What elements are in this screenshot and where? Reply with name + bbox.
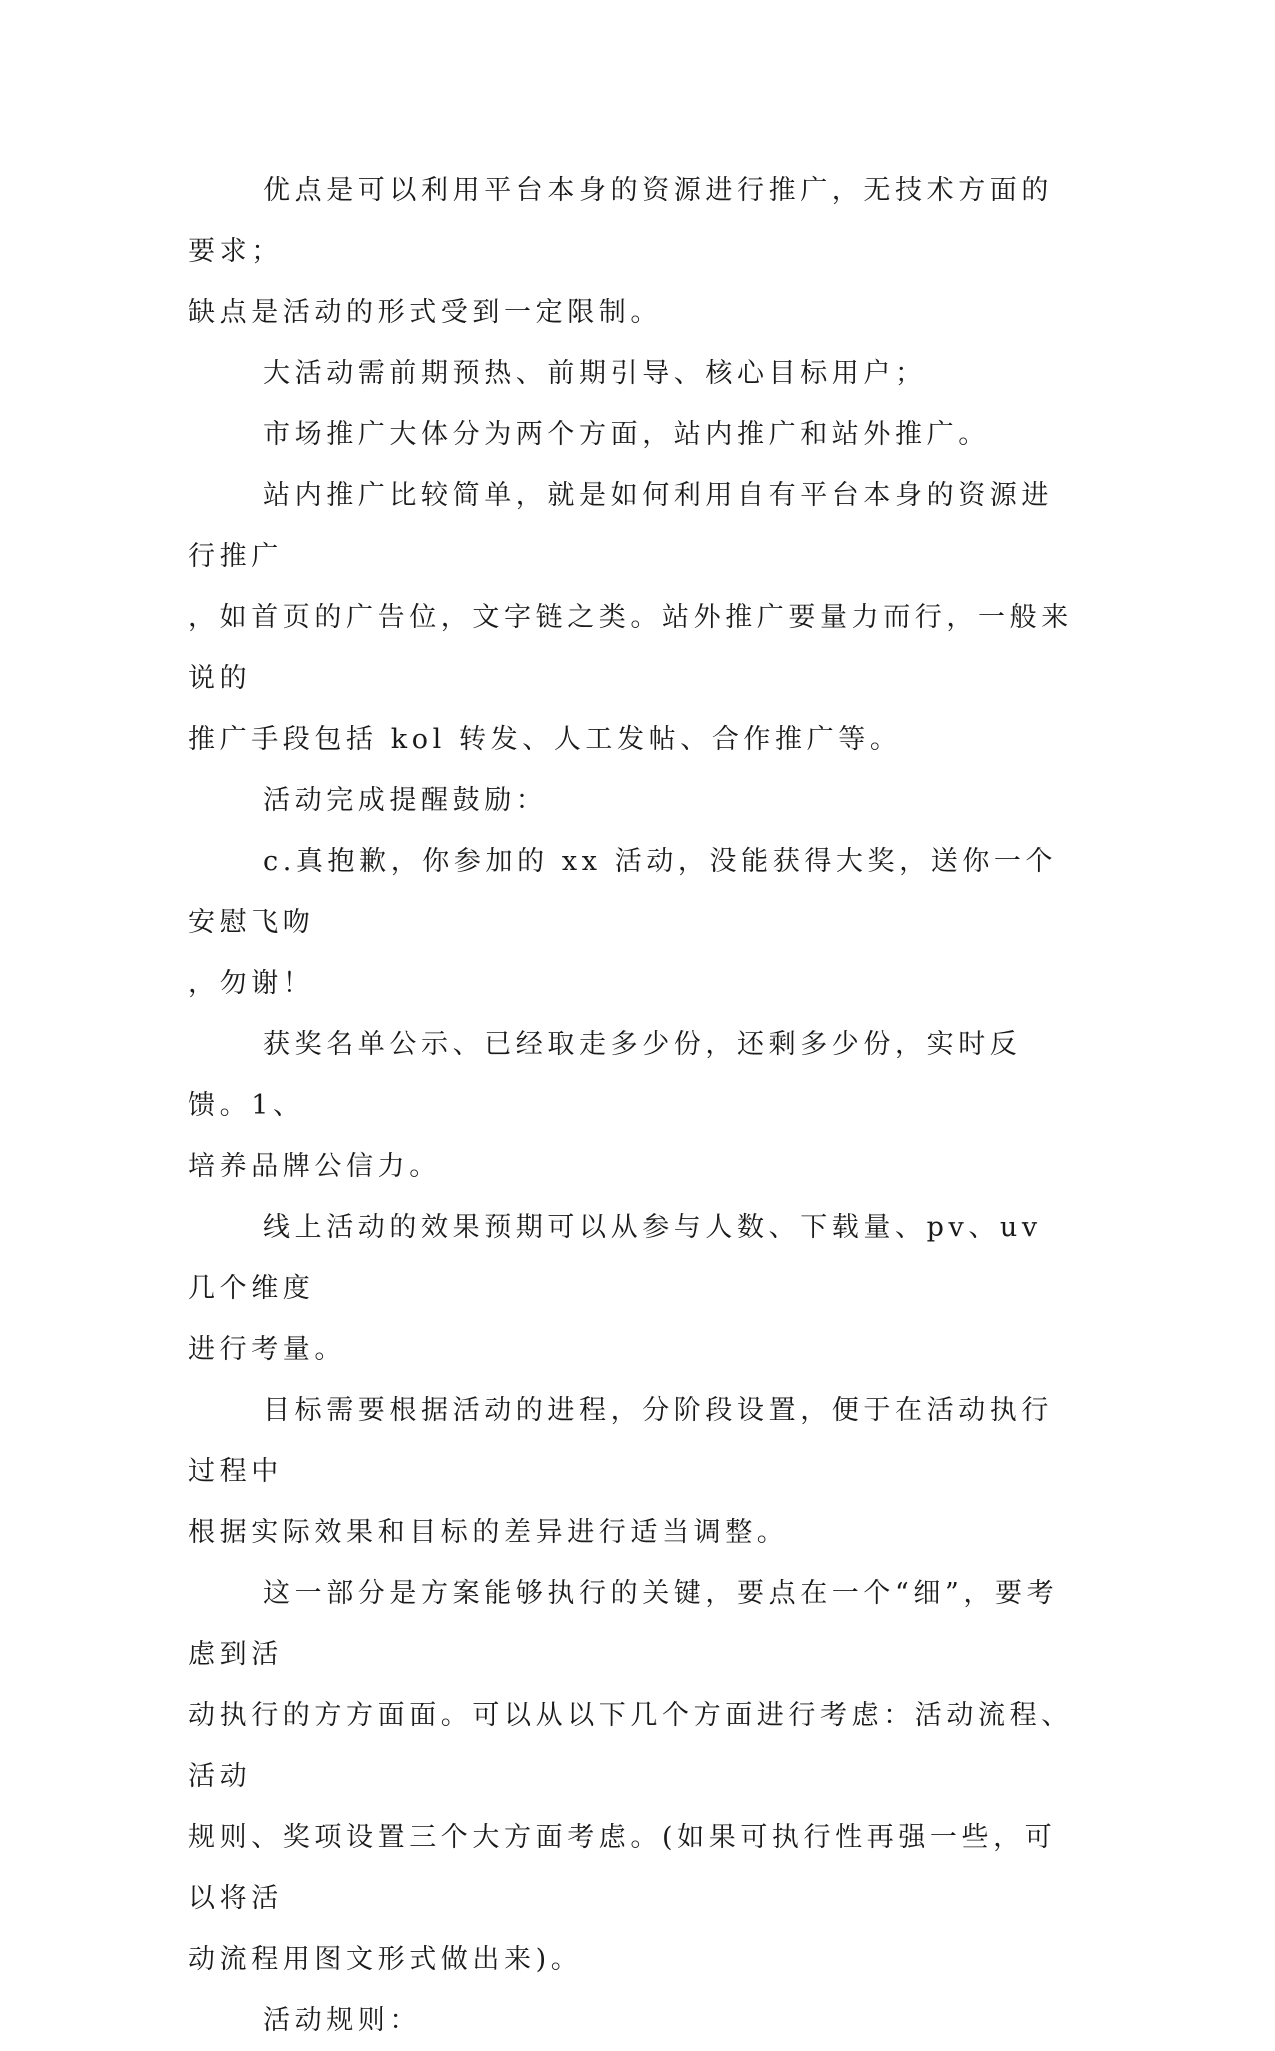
paragraph-onsite-offsite: 站内推广比较简单，就是如何利用自有平台本身的资源进行推广 ，如首页的广告位，文字链之类。站外推广要量力而行，一般来说的 推广手段包括 kol 转发、人工发帖、合作推广等。 xyxy=(188,480,1073,755)
document-body xyxy=(188,160,1080,2051)
paragraph-winner-list: 获奖名单公示、已经取走多少份，还剩多少份，实时反馈。1、 培养品牌公信力。 xyxy=(188,1029,1022,1182)
paragraph-completion-reminder: 活动完成提醒鼓励： xyxy=(263,785,548,816)
paragraph-rules-heading: 活动规则： xyxy=(263,2005,421,2036)
paragraph-execution-key: 这一部分是方案能够执行的关键，要点在一个“细”，要考虑到活 动执行的方方面面。可以从以下几个方面进行考虑：活动流程、活动 规则、奖项设置三个大方面考虑。(如果可执行性再强一些，可以将活 动流程用图文形式做出来)。 xyxy=(188,1578,1073,1975)
paragraph-goal-stages: 目标需要根据活动的进程，分阶段设置，便于在活动执行过程中 根据实际效果和目标的差异进行适当调整。 xyxy=(188,1395,1053,1548)
paragraph-advantages: 优点是可以利用平台本身的资源进行推广，无技术方面的要求； 缺点是活动的形式受到一定限制。 xyxy=(188,175,1053,328)
paragraph-marketing-overview: 市场推广大体分为两个方面，站内推广和站外推广。 xyxy=(263,419,990,450)
paragraph-sorry-message: c.真抱歉，你参加的 xx 活动，没能获得大奖，送你一个安慰飞吻 ，勿谢！ xyxy=(188,846,1058,999)
paragraph-expected-effect: 线上活动的效果预期可以从参与人数、下载量、pv、uv 几个维度 进行考量。 xyxy=(188,1212,1042,1365)
paragraph-big-event-prep: 大活动需前期预热、前期引导、核心目标用户； xyxy=(263,358,927,389)
